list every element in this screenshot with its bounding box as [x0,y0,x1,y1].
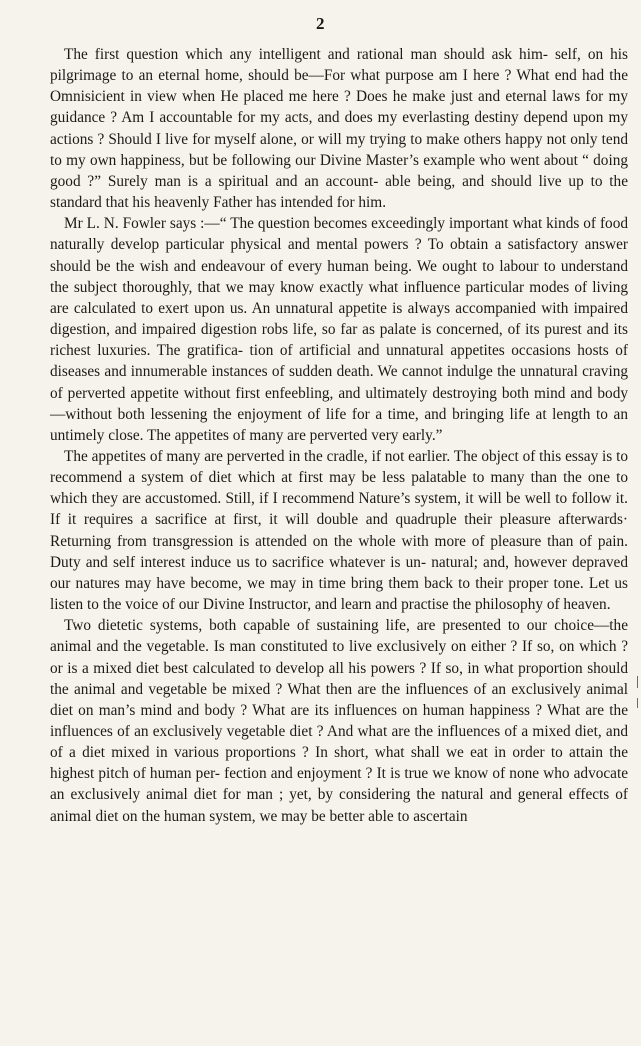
paragraph-perverted-appetites: The appetites of many are perverted in the cradle, if not earlier. The object of this essay is to recommend a system of diet which at first may be less palatable to many than the one to which they are accustomed. Still, if I recommend Nature’s system, it will be well to follow it. If it requires a sacrifice at first, it will double and quadruple their pleasure afterwards· Returning from transgression is attended on the whole with more of pleasure than of pain. Duty and self interest induce us to sacrifice whatever is un- natural; and, however depraved our natures may have become, we may in time bring them back to their proper tone. Let us listen to the voice of our Divine Instructor, and learn and practise the philosophy of heaven. [50,447,628,614]
paragraph-fowler-quotation: Mr L. N. Fowler says :—“ The question becomes exceedingly important what kinds of food naturally develop particular physical and mental powers ? To obtain a satisfactory answer should be the wish and endeavour of every human being. We ought to labour to understand the subject thoroughly, that we may know exactly what influence particular modes of living are calculated to exert upon us. An unnatural appetite is always accompanied with impaired digestion, and impaired digestion robs life, so far as palate is concerned, of its purest and its richest luxuries. The gratifica- tion of artificial and unnatural appetites occasions hosts of diseases and innumerable instances of sudden death. We cannot indulge the unnatural craving of perverted appetite without first enfeebling, and ultimately destroying both mind and body—without both lessening the enjoyment of life for a time, and bringing life at length to an untimely close. The appetites of many are perverted very early.” [50,215,628,444]
paragraph-purpose-of-life: The first question which any intelligent and rational man should ask him- self, on his pilgrimage to an eternal home, should be—For what purpose am I here ? What end had the Omnisicient in view when He placed me here ? Does he make just and eternal laws for my guidance ? Am I accountable for my acts, and does my everlasting destiny depend upon my actions ? Should I live for myself alone, or will my trying to make others happy not only tend to my own happiness, but be following our Divine Master’s example who went about “ doing good ?” Surely man is a spiritual and an account- able being, and should live up to the standard that his heavenly Father has intended for him. [50,46,628,212]
body-text [50,44,628,827]
page-number: 2 [316,14,325,33]
margin-mark [637,676,638,688]
paragraph-dietetic-systems: Two dietetic systems, both capable of sustaining life, are presented to our choice—the animal and the vegetable. Is man constituted to live exclusively on either ? If so, on which ? or is a mixed diet best calculated to develop all his powers ? If so, in what proportion should the animal and vegetable be mixed ? What then are the influences of an exclusively animal diet on man’s mind and body ? What are its influences on human happiness ? What are the influences of an exclusively vegetable diet ? And what are the influences of a mixed diet, and of a diet mixed in various proportions ? In short, what shall we eat in order to attain the highest pitch of human per- fection and enjoyment ? It is true we know of none who advocate an exclusively animal diet for man ; yet, by considering the natural and general effects of animal diet on the human system, we may be better able to ascertain [50,617,628,825]
margin-mark [637,698,638,708]
